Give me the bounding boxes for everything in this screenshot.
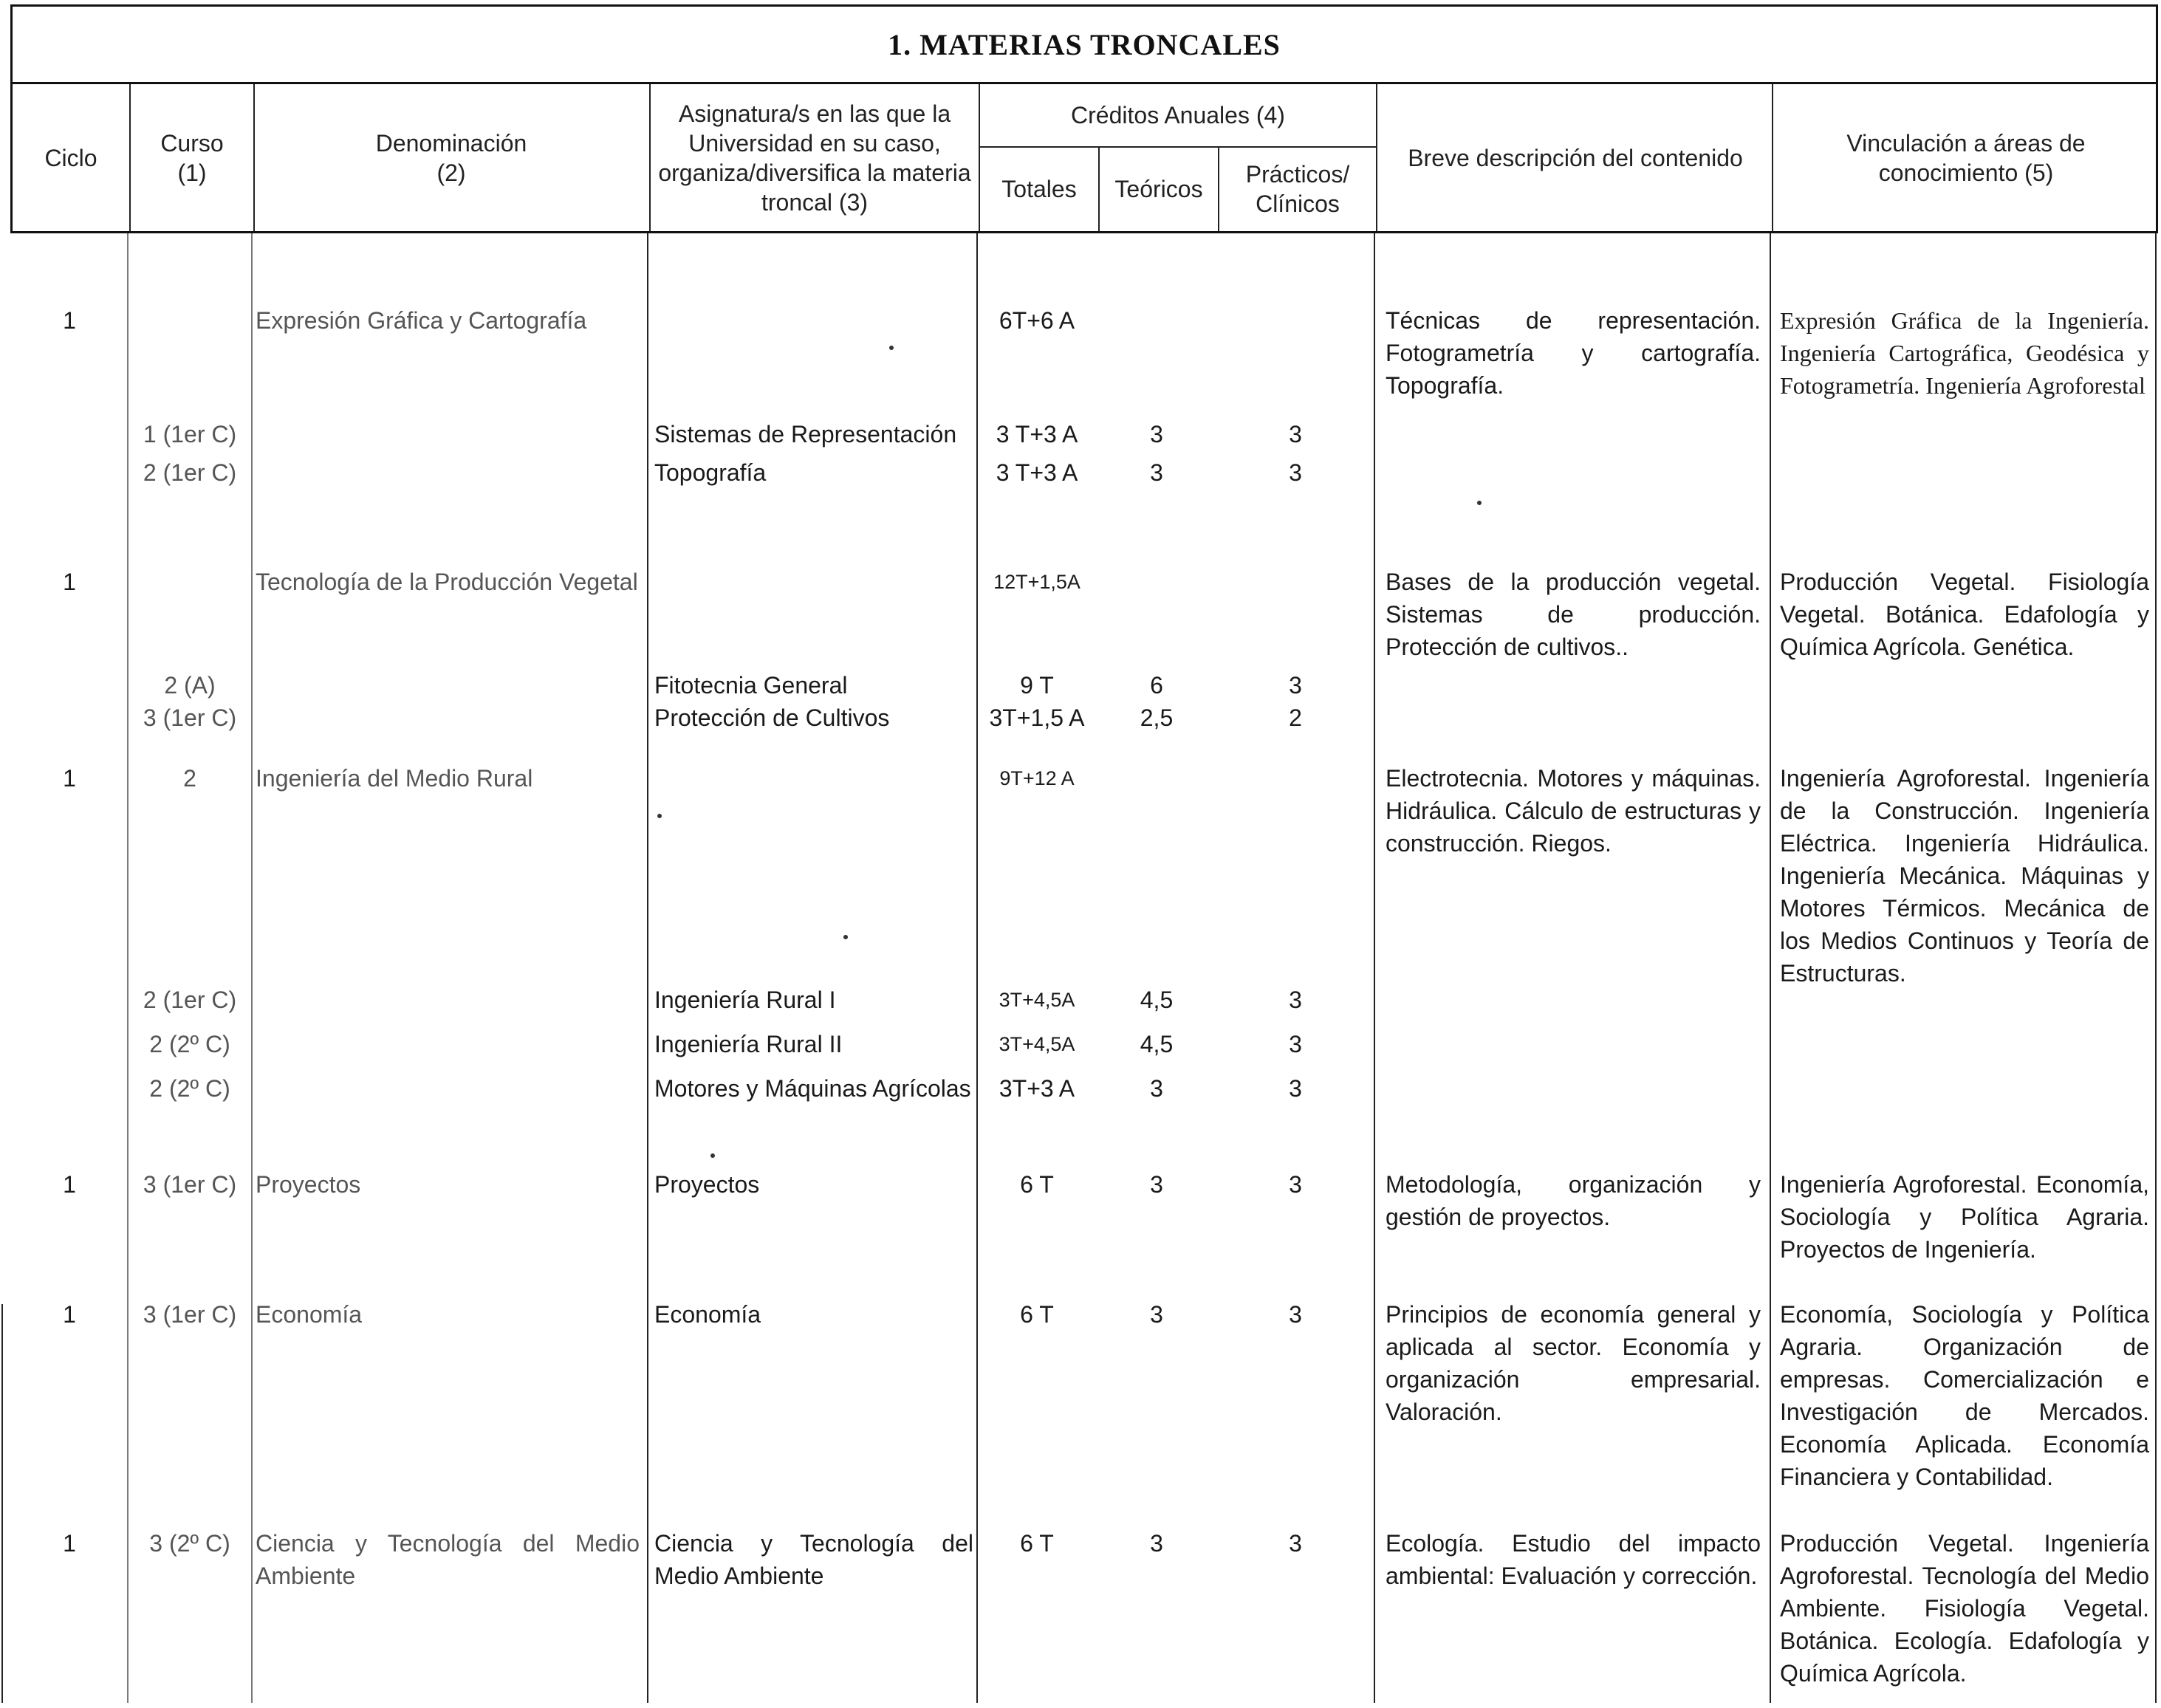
scan-speck bbox=[657, 814, 662, 818]
scan-speck bbox=[1477, 501, 1482, 505]
cell-teoricos: 3 bbox=[1150, 1301, 1163, 1328]
header-asignaturas: Asignatura/s en las que la Universidad en su caso, organiza/diversifica la materia troncal (3) bbox=[658, 100, 971, 216]
header-ciclo: Ciclo bbox=[44, 144, 97, 171]
cell-descripcion: Electrotecnia. Motores y máquinas. Hidráulica. Cálculo de estructuras y construcción. Riegos. bbox=[1386, 765, 1761, 857]
cell-totales: 6T+6 A bbox=[999, 307, 1075, 334]
header-teoricos: Teóricos bbox=[1114, 176, 1203, 202]
column-divider bbox=[1376, 84, 1377, 231]
cell-descripcion: Metodología, organización y gestión de proyectos. bbox=[1386, 1171, 1761, 1230]
column-divider bbox=[1374, 233, 1375, 1703]
cell-teoricos: 3 bbox=[1150, 1171, 1163, 1198]
cell-practicos: 3 bbox=[1289, 1530, 1302, 1557]
cell-totales: 6 T bbox=[1020, 1301, 1054, 1328]
cell-totales: 3T+4,5A bbox=[999, 1033, 1075, 1055]
cell-teoricos: 3 bbox=[1150, 1530, 1163, 1557]
header-creditos: Créditos Anuales (4) bbox=[1071, 102, 1285, 128]
cell-totales: 3T+1,5 A bbox=[989, 704, 1085, 731]
cell-totales: 3 T+3 A bbox=[996, 459, 1078, 486]
cell-asignatura: Motores y Máquinas Agrícolas bbox=[654, 1075, 971, 1102]
cell-totales: 6 T bbox=[1020, 1530, 1054, 1557]
scan-speck bbox=[710, 1153, 715, 1158]
cell-practicos: 3 bbox=[1289, 1031, 1302, 1057]
cell-asignatura: Ingeniería Rural I bbox=[654, 987, 836, 1013]
column-divider bbox=[1098, 146, 1100, 231]
header-curso: Curso (1) bbox=[160, 129, 224, 186]
cell-totales: 9T+12 A bbox=[999, 767, 1075, 789]
cell-curso: 3 (1er C) bbox=[143, 704, 237, 731]
cell-totales: 3T+4,5A bbox=[999, 989, 1075, 1011]
cell-asignatura: Sistemas de Representación bbox=[654, 421, 957, 447]
header-vinculacion: Vinculación a áreas de conocimiento (5) bbox=[1846, 129, 2086, 186]
cell-ciclo: 1 bbox=[63, 1530, 76, 1557]
column-divider bbox=[976, 233, 978, 1703]
cell-curso: 2 (1er C) bbox=[143, 987, 237, 1013]
header-subdivider bbox=[979, 146, 1377, 148]
cell-denominacion: Ciencia y Tecnología del Medio Ambiente bbox=[256, 1530, 640, 1589]
cell-vinculacion: Producción Vegetal. Ingeniería Agroforestal. Tecnología del Medio Ambiente. Fisiología Vegetal. Botánica. Ecología. Edafología y Química Agrícola. bbox=[1780, 1530, 2149, 1687]
column-divider bbox=[127, 233, 129, 1703]
cell-denominacion: Expresión Gráfica y Cartografía bbox=[256, 307, 587, 334]
cell-curso: 1 (1er C) bbox=[143, 421, 237, 447]
cell-curso: 2 (2º C) bbox=[149, 1031, 230, 1057]
cell-curso: 3 (1er C) bbox=[143, 1301, 237, 1328]
column-divider bbox=[251, 233, 253, 1703]
left-border-line bbox=[1, 1304, 3, 1703]
cell-totales: 3T+3 A bbox=[999, 1075, 1075, 1102]
cell-ciclo: 1 bbox=[63, 765, 76, 792]
scan-speck bbox=[889, 346, 894, 350]
cell-teoricos: 2,5 bbox=[1140, 704, 1174, 731]
scan-speck bbox=[843, 935, 848, 939]
document-page bbox=[10, 4, 2158, 1703]
cell-descripcion: Técnicas de representación. Fotogrametría y cartografía. Topografía. bbox=[1386, 307, 1761, 399]
cell-teoricos: 3 bbox=[1150, 421, 1163, 447]
cell-vinculacion: Ingeniería Agroforestal. Economía, Sociología y Política Agraria. Proyectos de Ingeniería. bbox=[1780, 1171, 2149, 1263]
cell-asignatura: Fitotecnia General bbox=[654, 672, 848, 699]
cell-teoricos: 4,5 bbox=[1140, 987, 1174, 1013]
cell-ciclo: 1 bbox=[63, 1171, 76, 1198]
cell-asignatura: Ciencia y Tecnología del Medio Ambiente bbox=[654, 1530, 973, 1589]
cell-descripcion: Principios de economía general y aplicada al sector. Economía y organización empresarial. Valoración. bbox=[1386, 1301, 1761, 1425]
cell-teoricos: 6 bbox=[1150, 672, 1163, 699]
column-divider bbox=[647, 233, 648, 1703]
cell-totales: 9 T bbox=[1020, 672, 1054, 699]
column-divider bbox=[129, 84, 131, 231]
column-divider bbox=[979, 84, 980, 231]
cell-teoricos: 3 bbox=[1150, 1075, 1163, 1102]
cell-practicos: 3 bbox=[1289, 421, 1302, 447]
right-border-line bbox=[2155, 233, 2157, 1703]
cell-practicos: 3 bbox=[1289, 1075, 1302, 1102]
cell-teoricos: 3 bbox=[1150, 459, 1163, 486]
cell-ciclo: 1 bbox=[63, 1301, 76, 1328]
cell-practicos: 3 bbox=[1289, 459, 1302, 486]
cell-vinculacion: Economía, Sociología y Política Agraria. Organización de empresas. Comercialización e Investigación de Mercados. Economía Aplicada. Economía Financiera y Contabilidad. bbox=[1780, 1301, 2149, 1490]
cell-descripcion: Bases de la producción vegetal. Sistemas de producción. Protección de cultivos.. bbox=[1386, 569, 1761, 660]
column-divider bbox=[649, 84, 651, 231]
cell-asignatura: Ingeniería Rural II bbox=[654, 1031, 843, 1057]
header-totales: Totales bbox=[1001, 176, 1077, 202]
cell-asignatura: Proyectos bbox=[654, 1171, 760, 1198]
header-practicos: Prácticos/ Clínicos bbox=[1245, 161, 1350, 217]
cell-denominacion: Proyectos bbox=[256, 1171, 361, 1198]
cell-denominacion: Ingeniería del Medio Rural bbox=[256, 765, 533, 792]
cell-totales: 6 T bbox=[1020, 1171, 1054, 1198]
column-divider bbox=[1770, 233, 1771, 1703]
cell-denominacion: Economía bbox=[256, 1301, 363, 1328]
cell-curso: 3 (1er C) bbox=[143, 1171, 237, 1198]
header-descripcion: Breve descripción del contenido bbox=[1408, 144, 1743, 171]
cell-curso: 2 (2º C) bbox=[149, 1075, 230, 1102]
cell-vinculacion: Expresión Gráfica de la Ingeniería. Ingeniería Cartográfica, Geodésica y Fotogrametría. Ingeniería Agroforestal bbox=[1780, 307, 2149, 399]
cell-denominacion: Tecnología de la Producción Vegetal bbox=[256, 569, 638, 595]
cell-curso: 2 (1er C) bbox=[143, 459, 237, 486]
page-title: 1. MATERIAS TRONCALES bbox=[888, 27, 1281, 61]
cell-asignatura: Protección de Cultivos bbox=[654, 704, 890, 731]
cell-practicos: 3 bbox=[1289, 672, 1302, 699]
cell-curso: 2 (A) bbox=[164, 672, 216, 699]
cell-vinculacion: Producción Vegetal. Fisiología Vegetal. Botánica. Edafología y Química Agrícola. Genética. bbox=[1780, 569, 2149, 660]
cell-asignatura: Topografía bbox=[654, 459, 767, 486]
cell-practicos: 2 bbox=[1289, 704, 1302, 731]
cell-descripcion: Ecología. Estudio del impacto ambiental: Evaluación y corrección. bbox=[1386, 1530, 1761, 1589]
table-header bbox=[10, 84, 2158, 233]
cell-practicos: 3 bbox=[1289, 987, 1302, 1013]
cell-ciclo: 1 bbox=[63, 307, 76, 334]
cell-vinculacion: Ingeniería Agroforestal. Ingeniería de la Construcción. Ingeniería Eléctrica. Ingeniería Hidráulica. Ingeniería Mecánica. Máquinas y Motores Térmicos. Mecánica de los Medios Continuos y Teoría de Estructuras. bbox=[1780, 765, 2149, 987]
column-divider bbox=[1218, 146, 1219, 231]
cell-practicos: 3 bbox=[1289, 1171, 1302, 1198]
cell-asignatura: Economía bbox=[654, 1301, 761, 1328]
cell-teoricos: 4,5 bbox=[1140, 1031, 1174, 1057]
column-divider bbox=[253, 84, 255, 231]
column-divider bbox=[1772, 84, 1773, 231]
cell-practicos: 3 bbox=[1289, 1301, 1302, 1328]
cell-curso: 2 bbox=[183, 765, 196, 792]
cell-totales: 12T+1,5A bbox=[993, 571, 1080, 593]
header-denominacion: Denominación (2) bbox=[375, 129, 527, 186]
title-box bbox=[10, 4, 2158, 84]
cell-curso: 3 (2º C) bbox=[149, 1530, 230, 1557]
cell-ciclo: 1 bbox=[63, 569, 76, 595]
table-body bbox=[10, 233, 2158, 1703]
cell-totales: 3 T+3 A bbox=[996, 421, 1078, 447]
